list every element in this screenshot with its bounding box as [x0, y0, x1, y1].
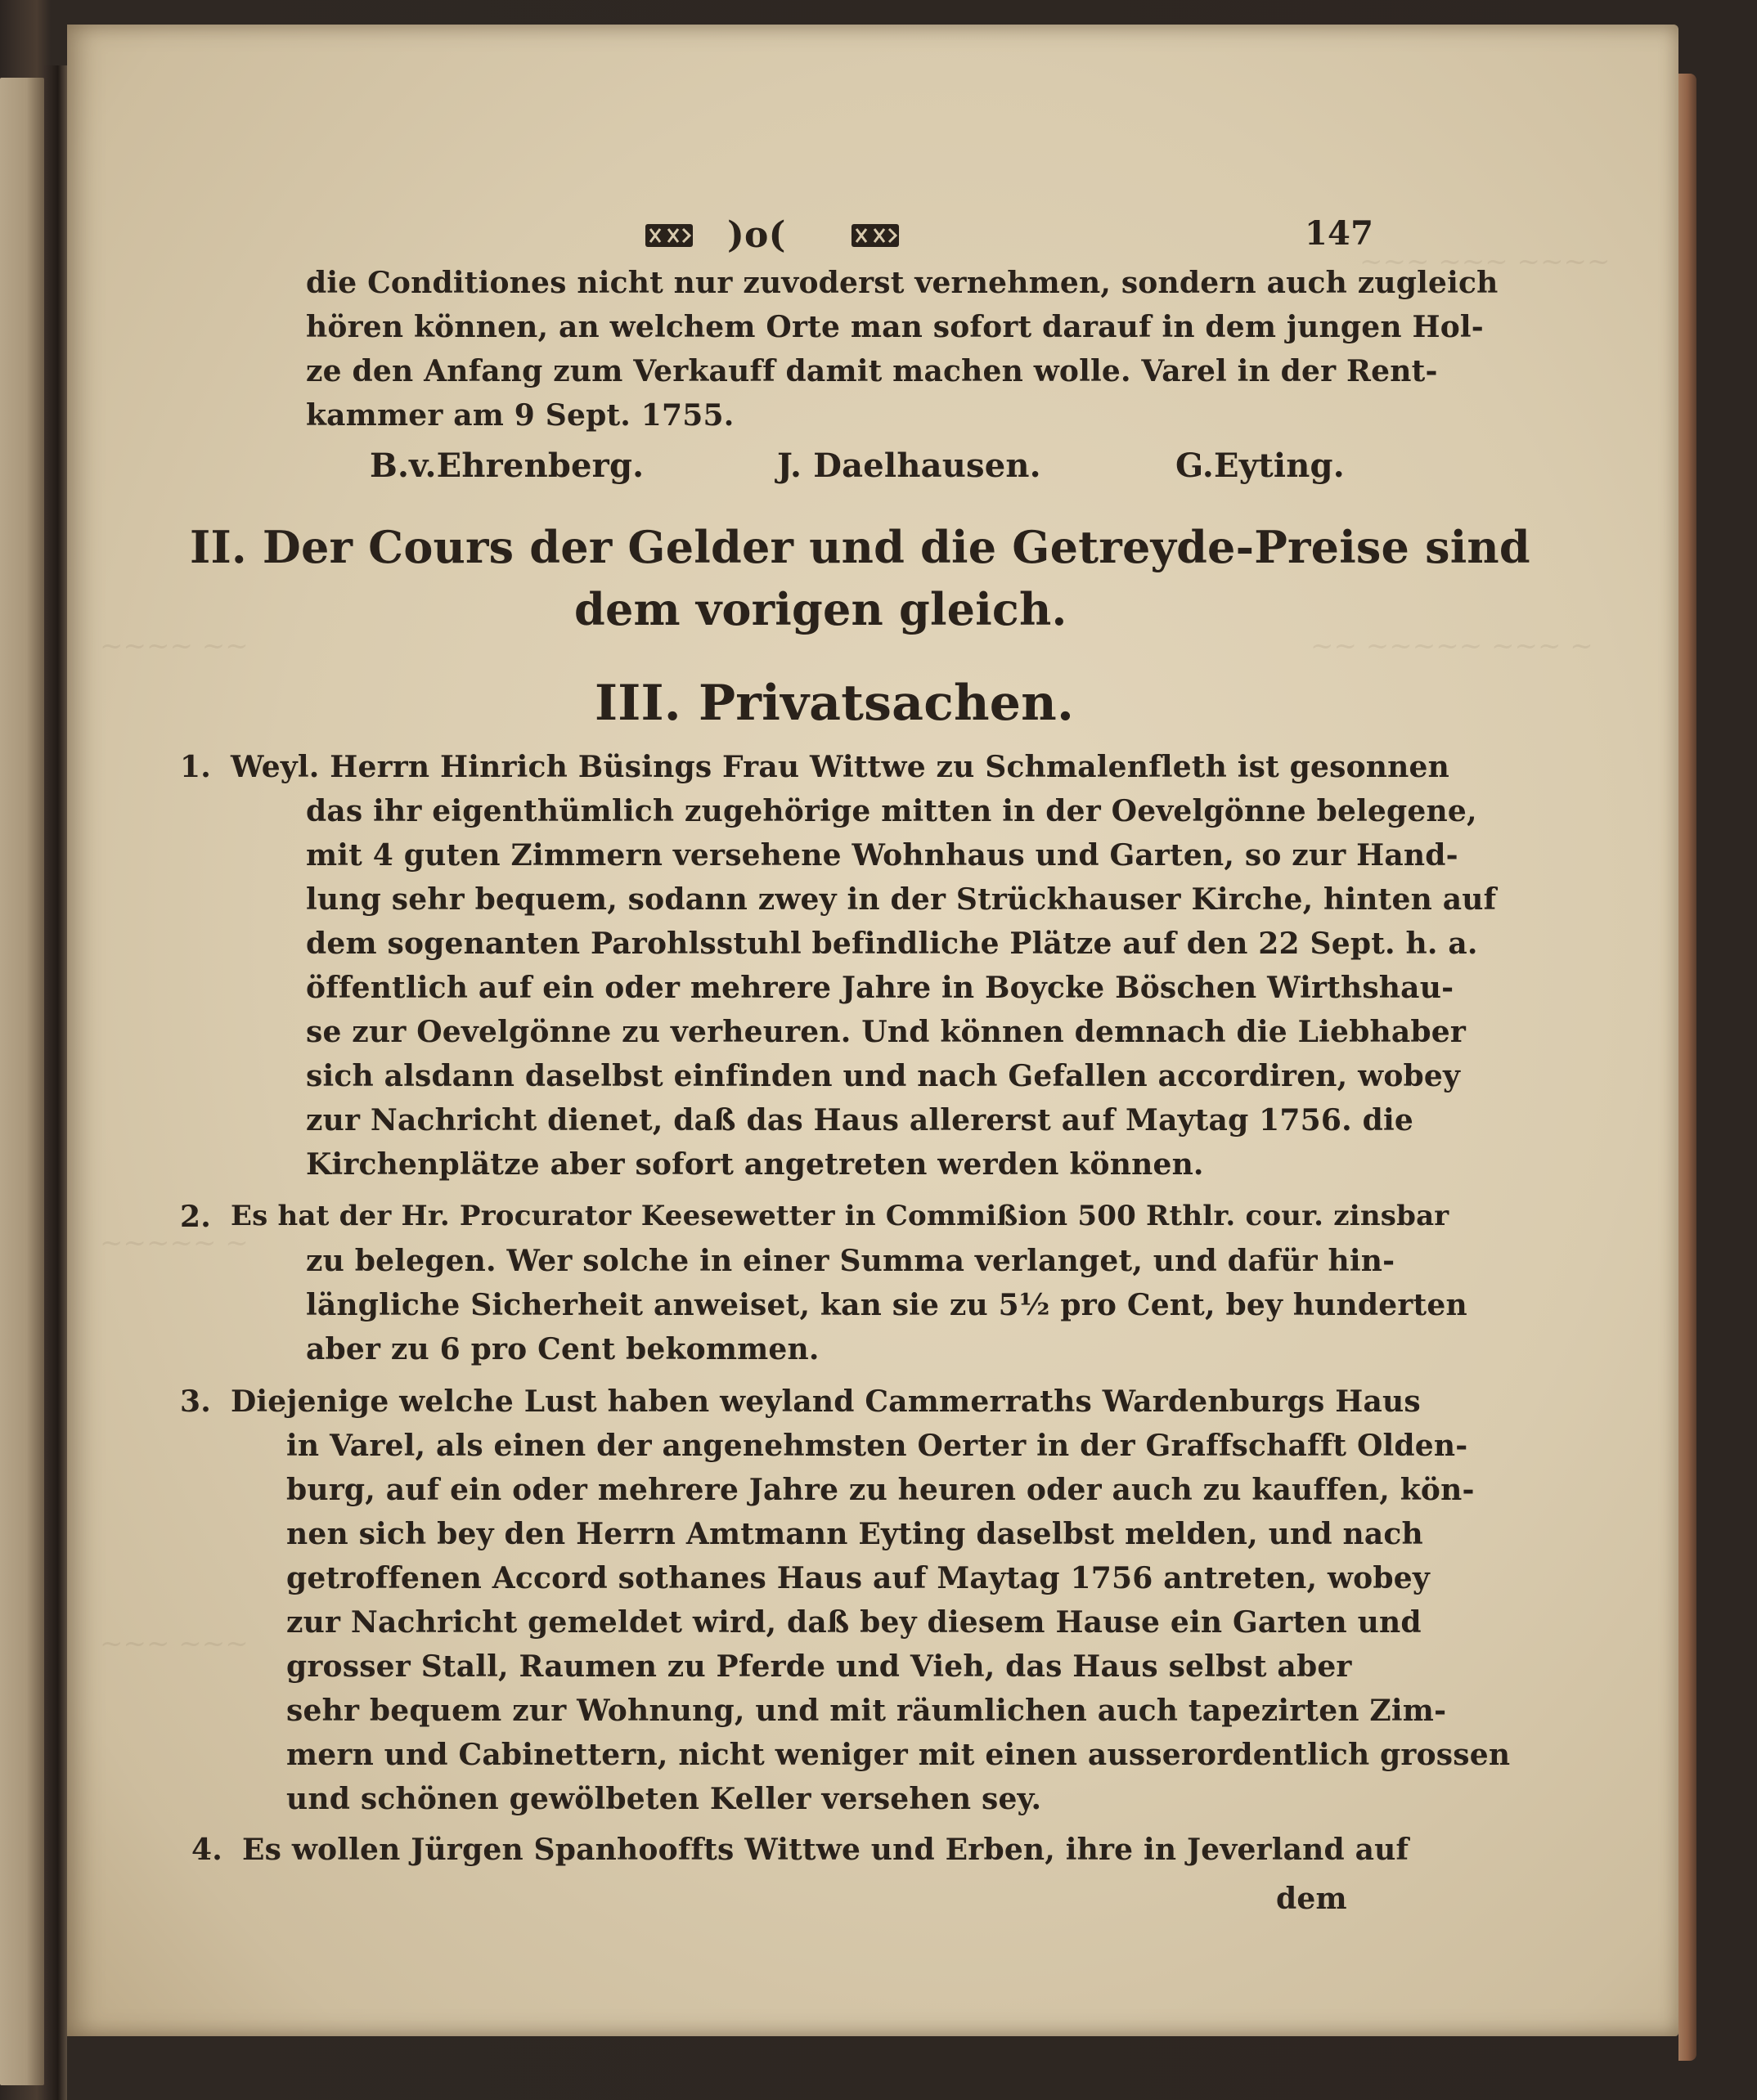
text-line: grosser Stall, Raumen zu Pferde und Vieh, das Haus selbst aber [286, 1649, 1352, 1684]
item-number: 4. [191, 1833, 222, 1867]
signature: G.Eyting. [1175, 446, 1345, 485]
text-line: burg, auf ein oder mehrere Jahre zu heuren oder auch zu kauffen, kön- [286, 1473, 1475, 1507]
running-header [644, 214, 1699, 263]
page-stack-edge [1678, 74, 1696, 2061]
printer-ornament-icon [644, 221, 694, 250]
text-line: mit 4 guten Zimmern versehene Wohnhaus und Garten, so zur Hand- [306, 838, 1458, 873]
text-line: die Conditiones nicht nur zuvoderst vernehmen, sondern auch zugleich [306, 266, 1499, 300]
section-title: III. Privatsachen. [595, 675, 1075, 732]
text-line: das ihr eigenthümlich zugehörige mitten in der Oevelgönne belegene, [306, 794, 1477, 828]
page-number: 147 [1305, 214, 1374, 253]
text-line: Kirchenplätze aber sofort angetreten werden können. [306, 1147, 1204, 1182]
text-line: getroffenen Accord sothanes Haus auf Maytag 1756 antreten, wobey [286, 1561, 1430, 1595]
book-gutter [44, 65, 67, 2100]
text-line: Diejenige welche Lust haben weyland Cammerraths Wardenburgs Haus [231, 1384, 1421, 1419]
text-line: aber zu 6 pro Cent bekommen. [306, 1332, 820, 1366]
item-number: 1. [180, 750, 211, 784]
show-through: ~~~~ ~~ [100, 630, 249, 662]
text-line: öffentlich auf ein oder mehrere Jahre in Boycke Böschen Wirthshau- [306, 971, 1454, 1005]
text-line: zur Nachricht dienet, daß das Haus allererst auf Maytag 1756. die [306, 1103, 1413, 1138]
text-line: in Varel, als einen der angenehmsten Oerter in der Graffschafft Olden- [286, 1429, 1468, 1463]
previous-page-edge [0, 78, 44, 2085]
text-line: und schönen gewölbeten Keller versehen sey. [286, 1782, 1042, 1816]
page [67, 25, 1678, 2036]
section-heading: dem vorigen gleich. [574, 583, 1067, 635]
text-line: kammer am 9 Sept. 1755. [306, 398, 735, 433]
text-line: sehr bequem zur Wohnung, und mit räumlichen auch tapezirten Zim- [286, 1694, 1447, 1728]
catchword: dem [1276, 1882, 1347, 1916]
text-line: lung sehr bequem, sodann zwey in der Strückhauser Kirche, hinten auf [306, 882, 1497, 917]
item-number: 3. [180, 1384, 211, 1419]
text-line: zur Nachricht gemeldet wird, daß bey diesem Hause ein Garten und [286, 1605, 1422, 1640]
printer-ornament-icon [850, 221, 901, 250]
signature: J. Daelhausen. [777, 446, 1041, 485]
text-line: Weyl. Herrn Hinrich Büsings Frau Wittwe zu Schmalenfleth ist gesonnen [231, 750, 1450, 784]
text-line: Es hat der Hr. Procurator Keesewetter in Commißion 500 Rthlr. cour. zinsbar [231, 1200, 1449, 1232]
item-number: 2. [180, 1200, 211, 1234]
section-heading: II. Der Cours der Gelder und die Getreyde-Preise sind [190, 521, 1530, 573]
text-line: se zur Oevelgönne zu verheuren. Und können demnach die Liebhaber [306, 1015, 1467, 1049]
text-line: ze den Anfang zum Verkauff damit machen wolle. Varel in der Rent- [306, 354, 1438, 388]
text-line: sich alsdann daselbst einfinden und nach Gefallen accordiren, wobey [306, 1059, 1461, 1093]
text-line: hören können, an welchem Orte man sofort darauf in dem jungen Hol- [306, 310, 1484, 344]
text-line: längliche Sicherheit anweiset, kan sie zu 5½ pro Cent, bey hunderten [306, 1288, 1467, 1322]
text-line: mern und Cabinettern, nicht weniger mit einen ausserordentlich grossen [286, 1738, 1511, 1772]
show-through: ~~~ ~~~ [100, 1627, 249, 1660]
header-marker: )o( [727, 214, 786, 256]
text-line: Es wollen Jürgen Spanhooffts Wittwe und Erben, ihre in Jeverland auf [242, 1833, 1409, 1867]
text-line: nen sich bey den Herrn Amtmann Eyting daselbst melden, und nach [286, 1517, 1423, 1551]
text-line: zu belegen. Wer solche in einer Summa verlanget, und dafür hin- [306, 1244, 1395, 1278]
show-through: ~~~ ~~~ ~~~~ [1359, 245, 1611, 278]
signature: B.v.Ehrenberg. [370, 446, 645, 485]
text-line: dem sogenanten Parohlsstuhl befindliche Plätze auf den 22 Sept. h. a. [306, 927, 1478, 961]
show-through: ~~ ~~~~~ ~~~ ~ [1310, 630, 1593, 662]
show-through: ~~~~~ ~ [100, 1227, 249, 1259]
